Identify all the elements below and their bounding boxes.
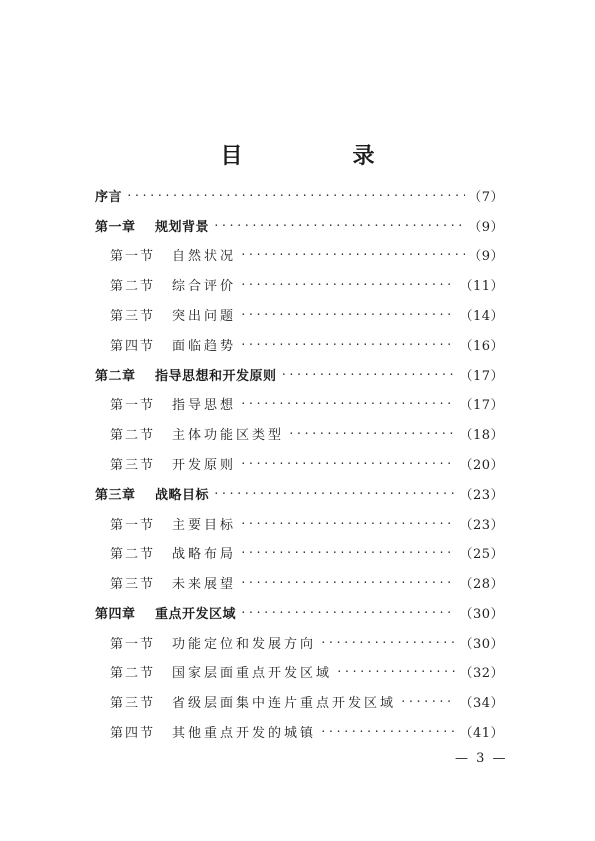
- toc-entry-label: 其他重点开发的城镇: [172, 725, 317, 741]
- toc-entry-page: （14）: [459, 308, 504, 324]
- toc-entry-label: 序言: [95, 189, 123, 205]
- dot-leader: [240, 606, 456, 619]
- toc-entry-number: 第三节: [110, 457, 156, 473]
- toc-entry-page: （23）: [459, 517, 504, 533]
- toc-entry-number: 第一节: [110, 248, 156, 264]
- toc-entry[interactable]: [110, 422, 504, 444]
- toc-entry[interactable]: [110, 512, 504, 534]
- dot-leader: [213, 487, 456, 500]
- toc-entry-number: 第二节: [110, 546, 156, 562]
- toc-entry-page: （16）: [459, 338, 504, 354]
- toc-entry-number: 第一章: [95, 219, 136, 235]
- toc-entry[interactable]: [110, 541, 504, 563]
- dot-leader: [240, 517, 456, 530]
- toc-entry-label: 省级层面集中连片重点开发区域: [172, 695, 397, 711]
- toc-entry-label: 指导思想: [172, 397, 237, 413]
- toc-entry-page: （18）: [459, 427, 504, 443]
- toc-entry-label: 主要目标: [172, 517, 237, 533]
- toc-entry-number: 第一节: [110, 517, 156, 533]
- toc-entry[interactable]: [110, 571, 504, 593]
- toc-entry-number: 第二节: [110, 665, 156, 681]
- toc-entry[interactable]: [95, 214, 504, 236]
- toc-entry-label: 未来展望: [172, 576, 237, 592]
- toc-entry-number: 第三节: [110, 576, 156, 592]
- dot-leader: [320, 725, 456, 738]
- toc-entry-label: 自然状况: [172, 248, 237, 264]
- toc-entry-number: 第三节: [110, 308, 156, 324]
- toc-entry-page: （9）: [468, 248, 504, 264]
- toc-entry-label: 战略目标: [155, 487, 210, 503]
- toc-entry-number: 第三节: [110, 695, 156, 711]
- dot-leader: [240, 338, 456, 351]
- toc-entry-label: 战略布局: [172, 546, 237, 562]
- toc-entry-page: （34）: [459, 695, 504, 711]
- dot-leader: [400, 695, 456, 708]
- toc-entry[interactable]: [110, 243, 504, 265]
- toc-entry-page: （20）: [459, 457, 504, 473]
- toc-entry-page: （25）: [459, 546, 504, 562]
- toc-entry-number: 第一节: [110, 397, 156, 413]
- dot-leader: [240, 278, 456, 291]
- toc-entry-page: （17）: [459, 397, 504, 413]
- dot-leader: [240, 308, 456, 321]
- toc-entry-page: （23）: [459, 487, 504, 503]
- toc-entry-page: （41）: [459, 725, 504, 741]
- toc-entry-number: 第四节: [110, 725, 156, 741]
- toc-entry-label: 面临趋势: [172, 338, 237, 354]
- toc-entry-number: 第四节: [110, 338, 156, 354]
- toc-entry[interactable]: [110, 333, 504, 355]
- toc-entry-number: 第一节: [110, 636, 156, 652]
- toc-entry[interactable]: [110, 660, 504, 682]
- toc-entry[interactable]: [110, 452, 504, 474]
- dot-leader: [336, 665, 456, 678]
- toc-entry-page: （32）: [459, 665, 504, 681]
- toc-entry-page: （30）: [459, 636, 504, 652]
- toc-entry-label: 国家层面重点开发区域: [172, 665, 333, 681]
- toc-entry[interactable]: [110, 273, 504, 295]
- dot-leader: [240, 457, 456, 470]
- toc-entry[interactable]: [110, 303, 504, 325]
- toc-entry-page: （17）: [459, 368, 504, 384]
- toc-entry-number: 第四章: [95, 606, 136, 622]
- toc-entry[interactable]: [95, 184, 504, 206]
- toc-entry-label: 主体功能区类型: [172, 427, 285, 443]
- toc-entry-label: 综合评价: [172, 278, 237, 294]
- toc-entry-label: 功能定位和发展方向: [172, 636, 317, 652]
- toc-entry-number: 第三章: [95, 487, 136, 503]
- toc-entry[interactable]: [95, 601, 504, 623]
- dot-leader: [126, 189, 465, 202]
- toc-entry-label: 开发原则: [172, 457, 237, 473]
- toc-entry[interactable]: [110, 392, 504, 414]
- dot-leader: [240, 248, 465, 261]
- toc-entry-page: （30）: [459, 606, 504, 622]
- toc-entry[interactable]: [95, 363, 504, 385]
- toc-entry-label: 规划背景: [155, 219, 210, 235]
- toc-entry-page: （7）: [468, 189, 504, 205]
- toc-entry-page: （9）: [468, 219, 504, 235]
- toc-entry-number: 第二章: [95, 368, 136, 384]
- dot-leader: [281, 368, 457, 381]
- toc-entry-page: （11）: [459, 278, 504, 294]
- dot-leader: [240, 397, 456, 410]
- toc-entry-page: （28）: [459, 576, 504, 592]
- toc-entry-number: 第二节: [110, 278, 156, 294]
- dot-leader: [213, 219, 465, 232]
- dot-leader: [240, 576, 456, 589]
- dot-leader: [288, 427, 456, 440]
- toc-entry[interactable]: [110, 720, 504, 742]
- toc-heading: 目 录: [220, 144, 419, 169]
- toc-entry[interactable]: [95, 482, 504, 504]
- toc-entry-label: 突出问题: [172, 308, 237, 324]
- toc-entry-number: 第二节: [110, 427, 156, 443]
- toc-entry[interactable]: [110, 631, 504, 653]
- toc-entry-label: 指导思想和开发原则: [155, 368, 277, 384]
- dot-leader: [320, 636, 456, 649]
- toc-entry-label: 重点开发区域: [155, 606, 237, 622]
- dot-leader: [240, 546, 456, 559]
- page-number-footer: — 3 —: [455, 751, 508, 766]
- toc-entry[interactable]: [110, 690, 504, 712]
